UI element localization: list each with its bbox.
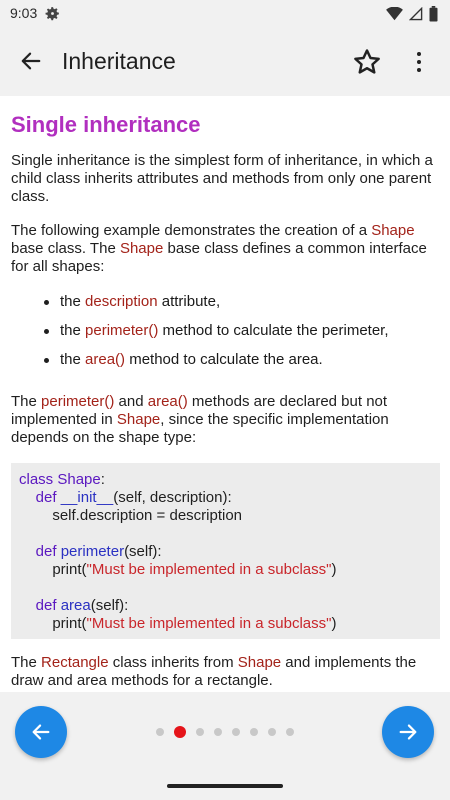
page-dot[interactable]	[232, 728, 240, 736]
status-bar	[0, 0, 450, 26]
settings-icon	[44, 5, 61, 22]
list-item: the perimeter() method to calculate the perimeter,	[11, 322, 439, 351]
code-block: class Shape: def __init__(self, description): self.description = description def perimeter(self): print("Must be implemented in a subclass") def area(self): print("Must be implemented in a subclass")	[11, 463, 440, 639]
implementation-paragraph: The perimeter() and area() methods are declared but not implemented in Shape, since the specific implementation depends on the shape type:	[11, 393, 389, 446]
page-dot[interactable]	[196, 728, 204, 736]
next-page-button[interactable]	[382, 706, 434, 758]
wifi-icon	[386, 7, 403, 21]
intro-paragraph: Single inheritance is the simplest form of inheritance, in which a child class inherits attributes and methods from only one parent class.	[11, 152, 433, 205]
page-dot[interactable]	[268, 728, 276, 736]
back-button[interactable]	[16, 46, 46, 76]
page-indicator	[156, 726, 294, 738]
page-dot[interactable]	[286, 728, 294, 736]
list-item: the area() method to calculate the area.	[11, 351, 439, 380]
page-dot-active[interactable]	[174, 726, 186, 738]
page-dot[interactable]	[156, 728, 164, 736]
section-title: Single inheritance	[11, 112, 201, 137]
status-icons	[386, 5, 438, 22]
star-outline-icon	[352, 47, 382, 77]
app-bar	[0, 26, 450, 96]
bullet-list	[11, 293, 439, 380]
bottom-nav	[0, 692, 450, 800]
previous-page-button[interactable]	[15, 706, 67, 758]
lesson-content[interactable]	[0, 96, 450, 692]
battery-icon	[429, 6, 438, 22]
rectangle-paragraph: The Rectangle class inherits from Shape and implements the draw and area methods for a rectangle.	[11, 654, 417, 689]
example-paragraph: The following example demonstrates the creation of a Shape base class. The Shape base class defines a common interface for all shapes:	[11, 222, 427, 275]
home-indicator[interactable]	[167, 784, 283, 788]
more-options-button[interactable]	[408, 47, 430, 77]
favorite-button[interactable]	[352, 47, 382, 77]
status-time: 9:03	[10, 5, 38, 21]
arrow-right-icon	[397, 721, 419, 743]
code-keyword: Shape	[119, 240, 164, 257]
page-dot[interactable]	[214, 728, 222, 736]
arrow-left-icon	[30, 721, 52, 743]
list-item: the description attribute,	[11, 293, 439, 322]
page-title: Inheritance	[62, 48, 176, 74]
code-keyword: Shape	[371, 222, 415, 239]
page-dot[interactable]	[250, 728, 258, 736]
back-arrow-icon	[20, 50, 42, 72]
signal-icon	[409, 7, 423, 21]
more-vert-icon	[417, 52, 421, 56]
